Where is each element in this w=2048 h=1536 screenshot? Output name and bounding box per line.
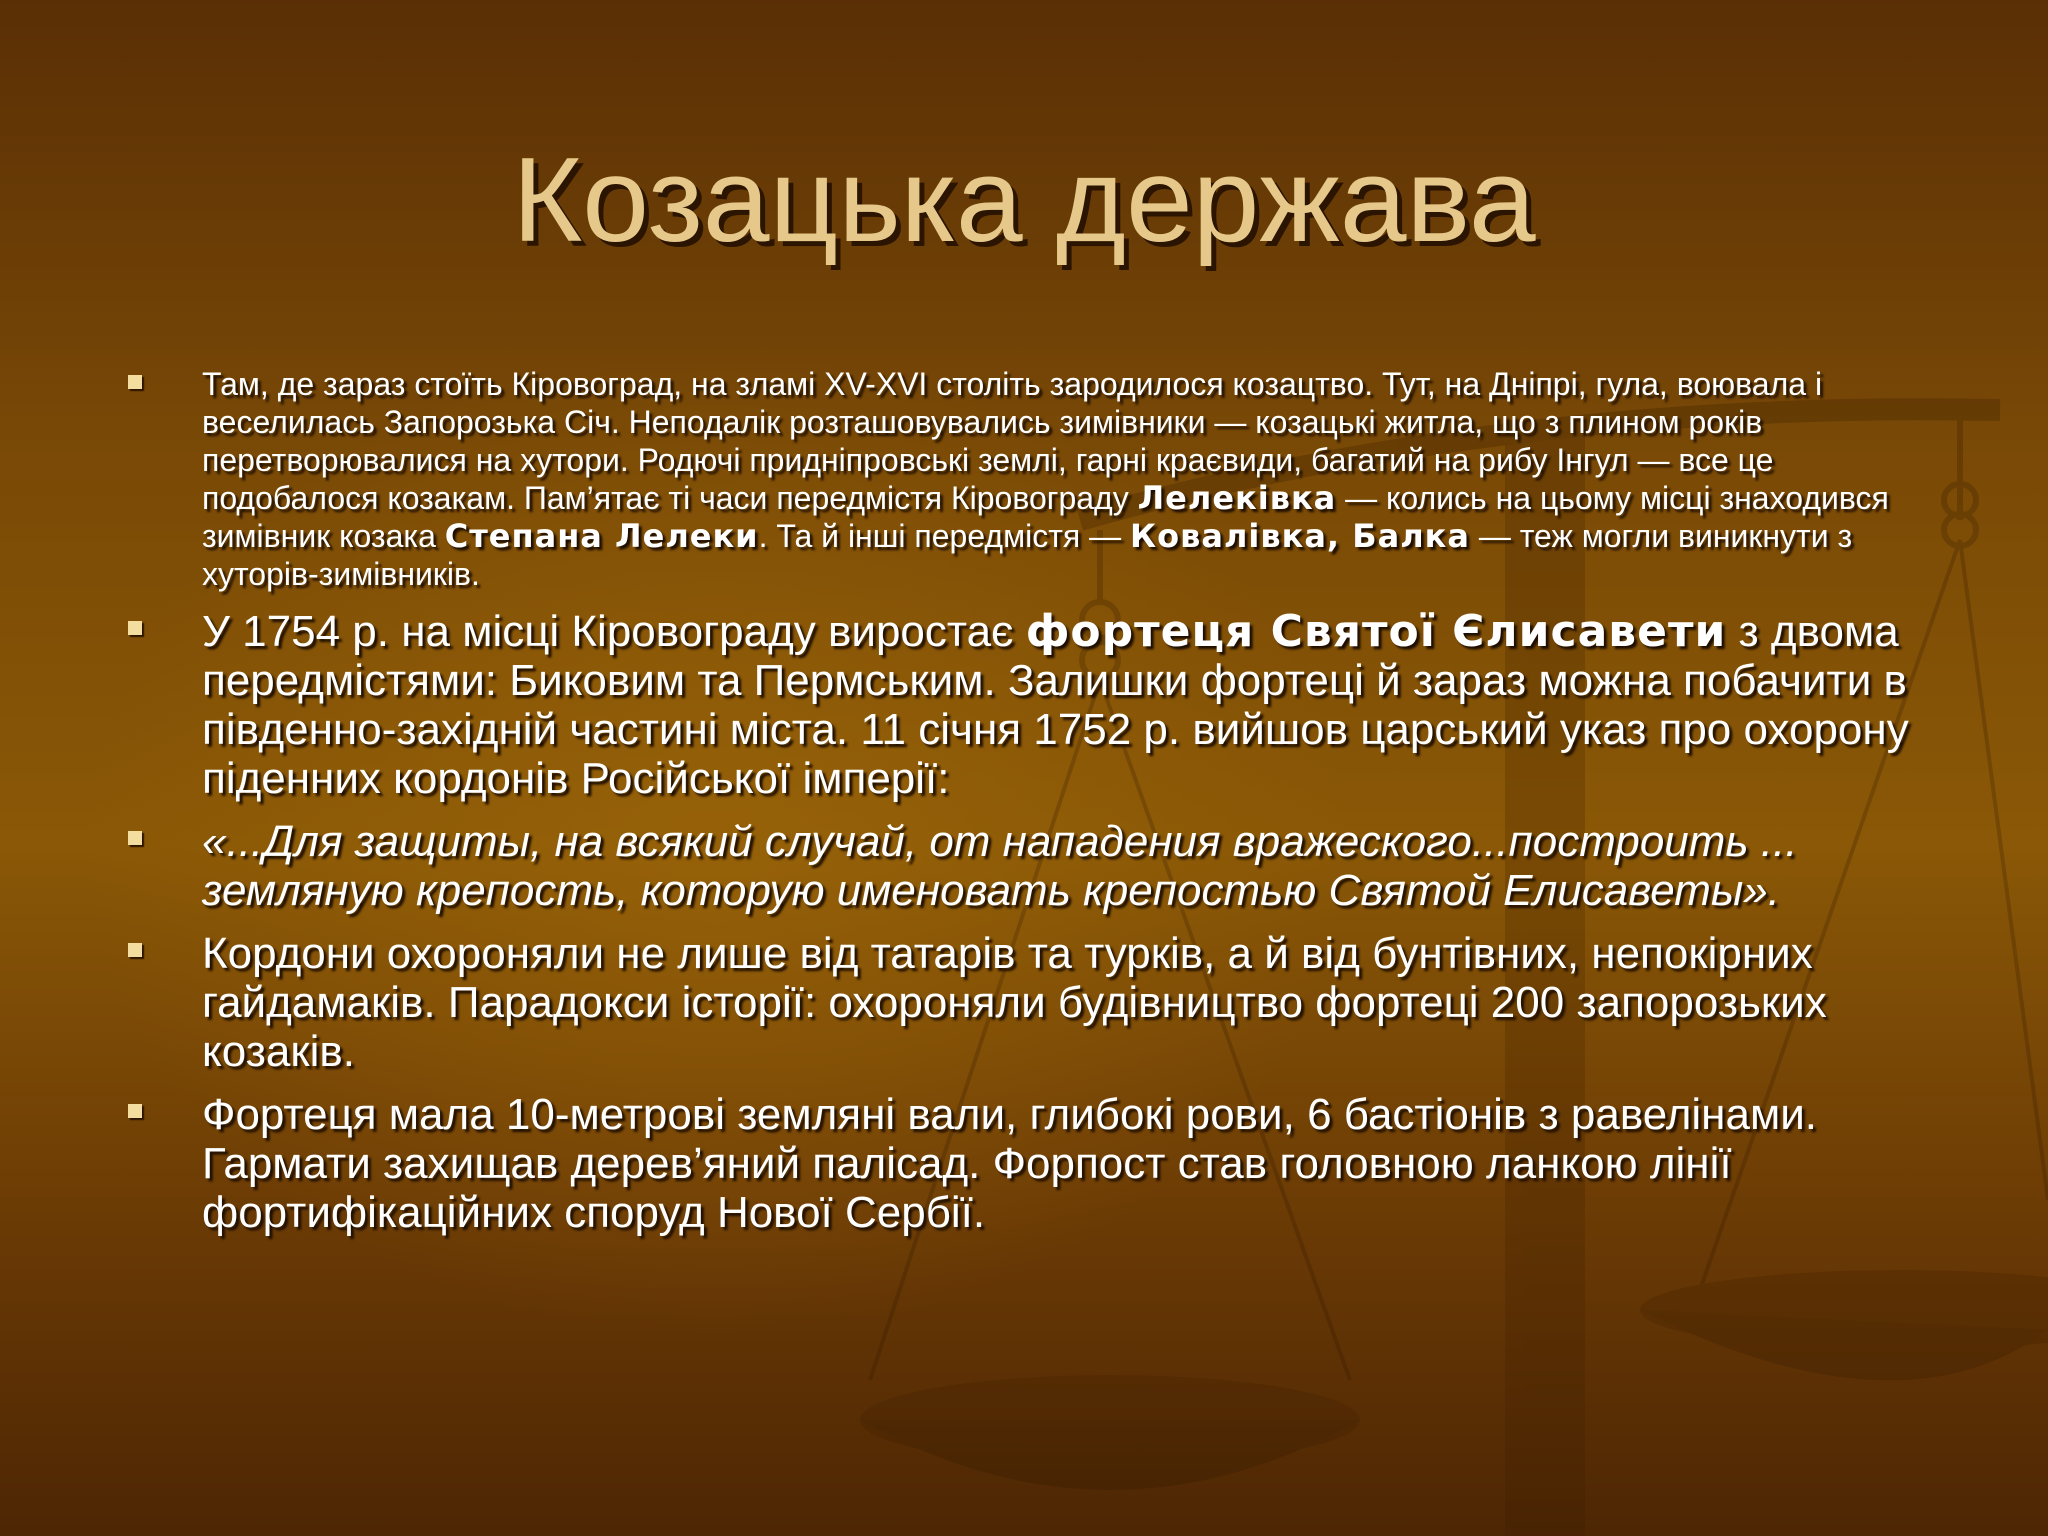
person-name-stepan-leleka: Степана Лелеки	[444, 517, 759, 555]
bullet-4-text: Кордони охороняли не лише від татарів та турків, а й від бунтівних, непокірних гайдамаків. Парадокси історії: охороняли будівництво фортеці 200 запорозьких козаків.	[202, 929, 1827, 1076]
bullet-2-text: У 1754 р. на місці Кіровограду виростає фортеця Святої Єлисавети з двома передмістями: Биковим та Пермським. Залишки фортеці й зараз можна побачити в південно-західній частині міста. 11 січня 1752 р. вийшов царський указ про охорону піденних кордонів Російської імперії:	[202, 606, 1909, 803]
place-name-lelekivka: Лелеківка	[1137, 479, 1337, 517]
square-bullet-icon	[128, 621, 142, 635]
bullet-item-4	[122, 929, 1922, 1076]
bullet-item-1	[122, 365, 1922, 593]
bullet-item-5	[122, 1090, 1922, 1237]
place-names-kovalivka-balka: Ковалівка, Балка	[1129, 517, 1470, 555]
square-bullet-icon	[128, 831, 142, 845]
bullet-5-text: Фортеця мала 10-метрові земляні вали, глибокі рови, 6 бастіонів з равелінами. Гармати захищав дерев’яний палісад. Форпост став головною ланкою лінії фортифікаційних споруд Нової Сербії.	[202, 1090, 1818, 1237]
fortress-name: фортеця Святої Єлисавети	[1025, 606, 1727, 657]
slide-title: Козацька держава	[512, 133, 1536, 267]
bullet-3-text: «...Для защиты, на всякий случай, от нападения вражеского...построить ... земляную крепость, которую именовать крепостью Святой Елисаветы».	[202, 817, 1798, 915]
bullet-1-text: Там, де зараз стоїть Кіровоград, на зламі XV-XVI століть зародилося козацтво. Тут, на Дніпрі, гула, воювала і веселилась Запорозька Січ. Неподалік розташовувались зимівники — козацькі житла, що з плином років перетворювалися на хутори. Родючі придніпровські землі, гарні краєвиди, багатий на рибу Інгул — все це подобалося козакам. Пам’ятає ті часи передмістя Кіровограду Лелеківка — колись на цьому місці знаходився зимівник козака Степана Лелеки. Та й інші передмістя — Ковалівка, Балка — теж могли виникнути з хуторів-зимівників.	[202, 366, 1889, 592]
square-bullet-icon	[128, 943, 142, 957]
square-bullet-icon	[128, 1104, 142, 1118]
bullet-item-2	[122, 607, 1922, 803]
square-bullet-icon	[128, 375, 142, 389]
bullet-list	[122, 365, 1922, 1251]
bullet-item-3-quote	[122, 817, 1922, 915]
